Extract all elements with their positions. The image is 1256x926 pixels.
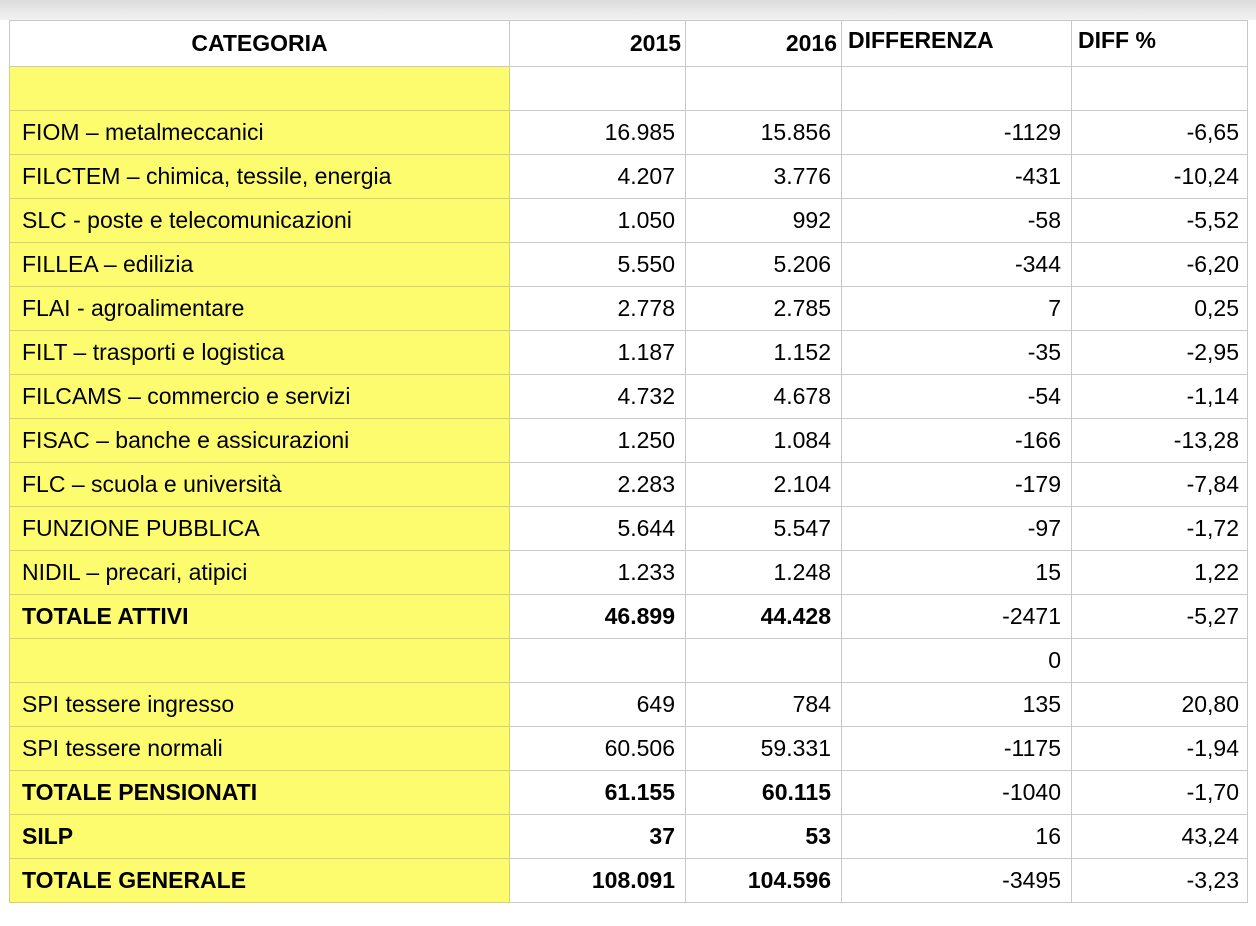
difference-cell[interactable]: -166 bbox=[842, 419, 1072, 463]
value-2015-cell[interactable]: 4.207 bbox=[510, 155, 686, 199]
header-2016: 2016 bbox=[686, 21, 842, 67]
value-2015-cell[interactable]: 16.985 bbox=[510, 111, 686, 155]
value-2016-cell[interactable]: 44.428 bbox=[686, 595, 842, 639]
table-row bbox=[10, 815, 1248, 859]
diff-percent-cell[interactable]: -13,28 bbox=[1072, 419, 1248, 463]
value-2015-cell[interactable] bbox=[510, 639, 686, 683]
value-2016-cell[interactable]: 4.678 bbox=[686, 375, 842, 419]
difference-cell[interactable]: -1129 bbox=[842, 111, 1072, 155]
value-2015-cell[interactable]: 4.732 bbox=[510, 375, 686, 419]
difference-cell[interactable]: -2471 bbox=[842, 595, 1072, 639]
difference-cell[interactable]: -431 bbox=[842, 155, 1072, 199]
difference-cell[interactable] bbox=[842, 67, 1072, 111]
category-cell[interactable] bbox=[10, 639, 510, 683]
table-row bbox=[10, 507, 1248, 551]
difference-cell[interactable]: -97 bbox=[842, 507, 1072, 551]
diff-percent-cell[interactable]: -7,84 bbox=[1072, 463, 1248, 507]
value-2016-cell[interactable]: 784 bbox=[686, 683, 842, 727]
header-categoria: CATEGORIA bbox=[10, 21, 510, 67]
value-2016-cell[interactable]: 60.115 bbox=[686, 771, 842, 815]
difference-cell[interactable]: 15 bbox=[842, 551, 1072, 595]
value-2016-cell[interactable] bbox=[686, 67, 842, 111]
value-2015-cell[interactable]: 5.550 bbox=[510, 243, 686, 287]
category-cell[interactable]: FILCAMS – commercio e servizi bbox=[10, 375, 510, 419]
table-row bbox=[10, 639, 1248, 683]
difference-cell[interactable]: -344 bbox=[842, 243, 1072, 287]
difference-cell[interactable]: -54 bbox=[842, 375, 1072, 419]
table-row bbox=[10, 111, 1248, 155]
diff-percent-cell[interactable]: -6,20 bbox=[1072, 243, 1248, 287]
value-2016-cell[interactable]: 15.856 bbox=[686, 111, 842, 155]
diff-percent-cell[interactable]: -2,95 bbox=[1072, 331, 1248, 375]
category-cell[interactable]: TOTALE ATTIVI bbox=[10, 595, 510, 639]
category-cell[interactable]: FILLEA – edilizia bbox=[10, 243, 510, 287]
diff-percent-cell[interactable]: -5,52 bbox=[1072, 199, 1248, 243]
value-2015-cell[interactable]: 2.283 bbox=[510, 463, 686, 507]
diff-percent-cell[interactable]: 20,80 bbox=[1072, 683, 1248, 727]
value-2016-cell[interactable]: 1.084 bbox=[686, 419, 842, 463]
value-2016-cell[interactable]: 5.206 bbox=[686, 243, 842, 287]
difference-cell[interactable]: 0 bbox=[842, 639, 1072, 683]
difference-cell[interactable]: 7 bbox=[842, 287, 1072, 331]
header-row bbox=[10, 21, 1248, 67]
table-row bbox=[10, 375, 1248, 419]
category-cell[interactable]: FUNZIONE PUBBLICA bbox=[10, 507, 510, 551]
value-2016-cell[interactable] bbox=[686, 639, 842, 683]
value-2015-cell[interactable]: 1.187 bbox=[510, 331, 686, 375]
value-2015-cell[interactable]: 1.233 bbox=[510, 551, 686, 595]
category-cell[interactable]: SPI tessere ingresso bbox=[10, 683, 510, 727]
diff-percent-cell[interactable] bbox=[1072, 639, 1248, 683]
table-row bbox=[10, 199, 1248, 243]
table-row bbox=[10, 727, 1248, 771]
category-cell[interactable]: SPI tessere normali bbox=[10, 727, 510, 771]
diff-percent-cell[interactable]: -10,24 bbox=[1072, 155, 1248, 199]
diff-percent-cell[interactable]: -1,94 bbox=[1072, 727, 1248, 771]
difference-cell[interactable]: 16 bbox=[842, 815, 1072, 859]
diff-percent-cell[interactable]: -3,23 bbox=[1072, 859, 1248, 903]
table-row bbox=[10, 331, 1248, 375]
diff-percent-cell[interactable]: 1,22 bbox=[1072, 551, 1248, 595]
value-2016-cell[interactable]: 1.248 bbox=[686, 551, 842, 595]
table-row bbox=[10, 551, 1248, 595]
diff-percent-cell[interactable]: 43,24 bbox=[1072, 815, 1248, 859]
value-2015-cell[interactable]: 108.091 bbox=[510, 859, 686, 903]
diff-percent-cell[interactable]: -1,70 bbox=[1072, 771, 1248, 815]
difference-cell[interactable]: -58 bbox=[842, 199, 1072, 243]
value-2015-cell[interactable]: 5.644 bbox=[510, 507, 686, 551]
value-2016-cell[interactable]: 5.547 bbox=[686, 507, 842, 551]
table-row bbox=[10, 419, 1248, 463]
value-2015-cell[interactable]: 649 bbox=[510, 683, 686, 727]
category-cell[interactable]: TOTALE GENERALE bbox=[10, 859, 510, 903]
value-2016-cell[interactable]: 1.152 bbox=[686, 331, 842, 375]
table-row bbox=[10, 595, 1248, 639]
value-2016-cell[interactable]: 59.331 bbox=[686, 727, 842, 771]
table-row bbox=[10, 859, 1248, 903]
category-cell[interactable]: FISAC – banche e assicurazioni bbox=[10, 419, 510, 463]
value-2015-cell[interactable]: 60.506 bbox=[510, 727, 686, 771]
table-row bbox=[10, 155, 1248, 199]
table-row bbox=[10, 771, 1248, 815]
value-2016-cell[interactable]: 104.596 bbox=[686, 859, 842, 903]
difference-cell[interactable]: 135 bbox=[842, 683, 1072, 727]
category-cell[interactable]: SILP bbox=[10, 815, 510, 859]
diff-percent-cell[interactable]: -6,65 bbox=[1072, 111, 1248, 155]
header-2015: 2015 bbox=[510, 21, 686, 67]
difference-cell[interactable]: -35 bbox=[842, 331, 1072, 375]
diff-percent-cell[interactable] bbox=[1072, 67, 1248, 111]
value-2015-cell[interactable]: 2.778 bbox=[510, 287, 686, 331]
table-row bbox=[10, 243, 1248, 287]
diff-percent-cell[interactable]: -1,72 bbox=[1072, 507, 1248, 551]
diff-percent-cell[interactable]: -1,14 bbox=[1072, 375, 1248, 419]
header-diff-pct: DIFF % bbox=[1072, 21, 1248, 67]
category-cell[interactable] bbox=[10, 67, 510, 111]
value-2016-cell[interactable]: 2.104 bbox=[686, 463, 842, 507]
value-2015-cell[interactable] bbox=[510, 67, 686, 111]
difference-cell[interactable]: -1175 bbox=[842, 727, 1072, 771]
table-row bbox=[10, 683, 1248, 727]
table-row bbox=[10, 67, 1248, 111]
value-2015-cell[interactable]: 37 bbox=[510, 815, 686, 859]
value-2016-cell[interactable]: 53 bbox=[686, 815, 842, 859]
category-cell[interactable]: FLC – scuola e università bbox=[10, 463, 510, 507]
category-cell[interactable]: FIOM – metalmeccanici bbox=[10, 111, 510, 155]
table-body bbox=[10, 67, 1248, 903]
category-cell[interactable]: FILT – trasporti e logistica bbox=[10, 331, 510, 375]
window-top-bar bbox=[0, 0, 1256, 20]
diff-percent-cell[interactable]: 0,25 bbox=[1072, 287, 1248, 331]
value-2015-cell[interactable]: 46.899 bbox=[510, 595, 686, 639]
category-cell[interactable]: TOTALE PENSIONATI bbox=[10, 771, 510, 815]
value-2016-cell[interactable]: 2.785 bbox=[686, 287, 842, 331]
header-differenza: DIFFERENZA bbox=[842, 21, 1072, 67]
membership-table bbox=[9, 20, 1248, 903]
category-cell[interactable]: SLC - poste e telecomunicazioni bbox=[10, 199, 510, 243]
value-2016-cell[interactable]: 3.776 bbox=[686, 155, 842, 199]
category-cell[interactable]: NIDIL – precari, atipici bbox=[10, 551, 510, 595]
value-2015-cell[interactable]: 61.155 bbox=[510, 771, 686, 815]
category-cell[interactable]: FLAI - agroalimentare bbox=[10, 287, 510, 331]
difference-cell[interactable]: -1040 bbox=[842, 771, 1072, 815]
value-2016-cell[interactable]: 992 bbox=[686, 199, 842, 243]
difference-cell[interactable]: -179 bbox=[842, 463, 1072, 507]
value-2015-cell[interactable]: 1.050 bbox=[510, 199, 686, 243]
category-cell[interactable]: FILCTEM – chimica, tessile, energia bbox=[10, 155, 510, 199]
value-2015-cell[interactable]: 1.250 bbox=[510, 419, 686, 463]
diff-percent-cell[interactable]: -5,27 bbox=[1072, 595, 1248, 639]
table-row bbox=[10, 463, 1248, 507]
difference-cell[interactable]: -3495 bbox=[842, 859, 1072, 903]
table-row bbox=[10, 287, 1248, 331]
